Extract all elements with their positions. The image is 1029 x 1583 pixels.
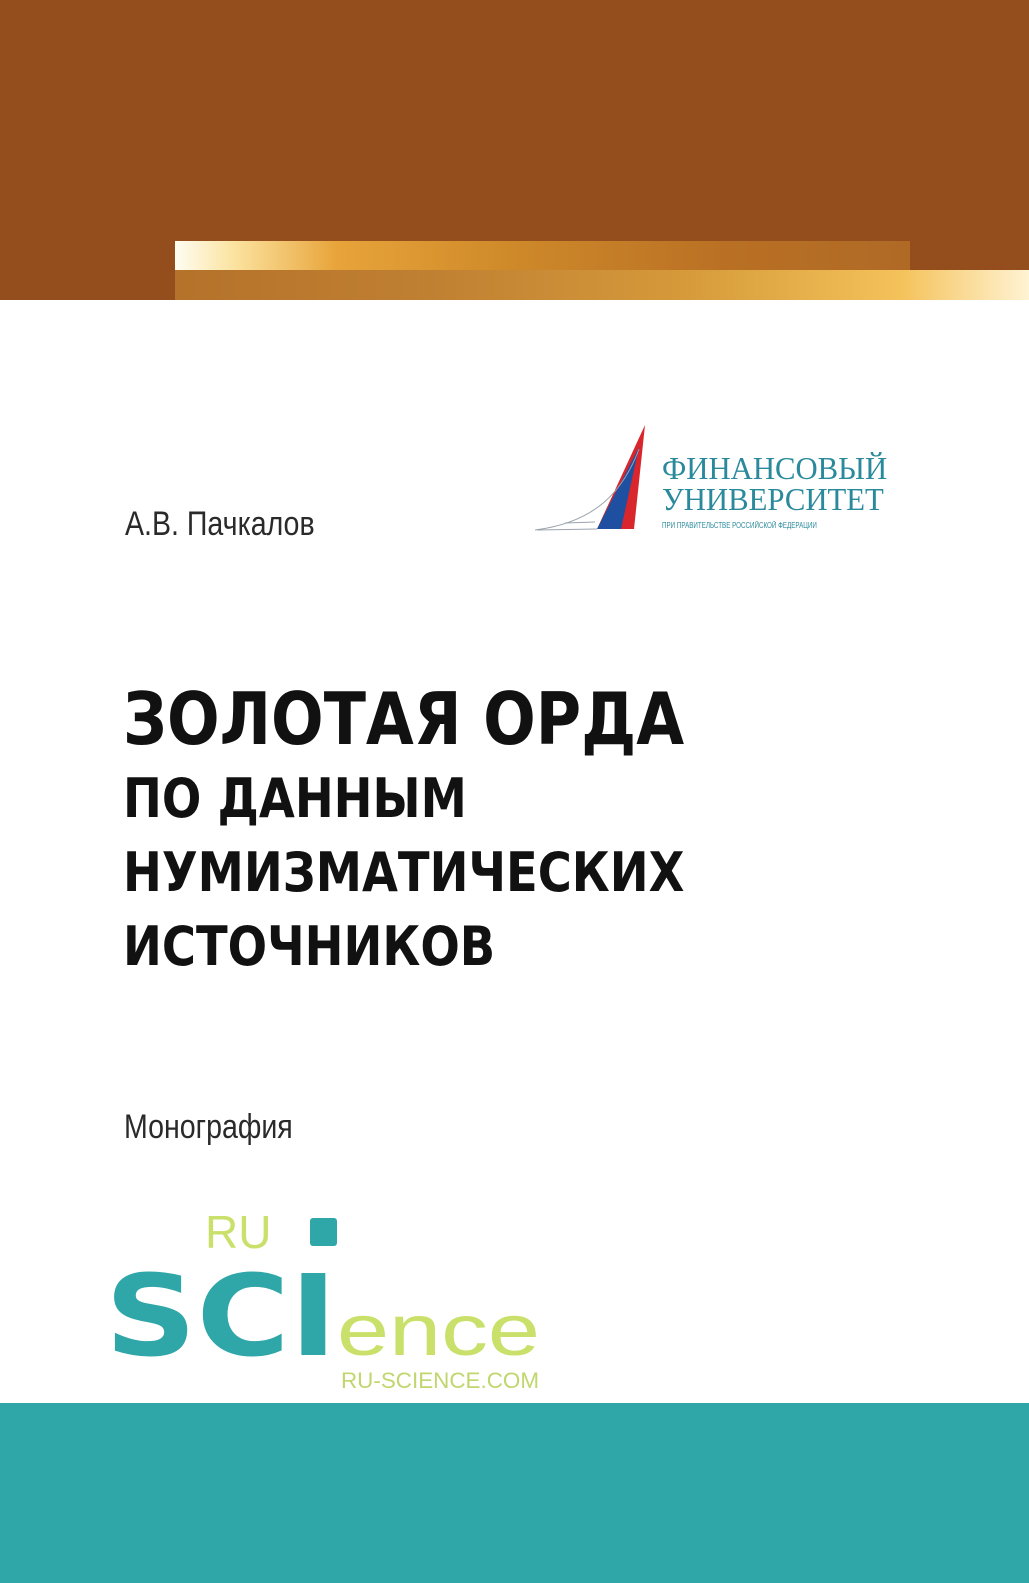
book-title: [123, 676, 684, 984]
title-line-1: ЗОЛОТАЯ ОРДА: [123, 677, 685, 761]
sail-flag-emblem-icon: [535, 425, 660, 535]
publisher-logo: [105, 1210, 555, 1400]
logo-text-line1: ФИНАНСОВЫЙ: [662, 450, 888, 486]
title-line-2: ПО ДАННЫМ: [123, 767, 467, 830]
university-logo: [535, 425, 915, 545]
author-name: А.В. Пачкалов: [125, 505, 315, 543]
gold-stripe-upper: [175, 241, 910, 270]
gold-stripe-lower: [175, 270, 1029, 300]
title-line-4: ИСТОЧНИКОВ: [123, 915, 496, 978]
publisher-i-dot: [310, 1218, 337, 1246]
book-genre: Монография: [124, 1108, 293, 1146]
bottom-color-band: [0, 1403, 1029, 1583]
title-line-3: НУМИЗМАТИЧЕСКИХ: [123, 841, 685, 904]
publisher-url-text: RU-SCIENCE.COM: [341, 1368, 539, 1393]
logo-text-line2: УНИВЕРСИТЕТ: [662, 481, 884, 517]
logo-text-line3: ПРИ ПРАВИТЕЛЬСТВЕ РОССИЙСКОЙ ФЕДЕРАЦИИ: [662, 521, 817, 530]
ru-science-wordmark-icon: [105, 1210, 555, 1400]
publisher-ru-text: RU: [205, 1210, 272, 1258]
publisher-sci-text: SCI: [105, 1252, 337, 1382]
publisher-ence-text: ence: [337, 1291, 540, 1371]
